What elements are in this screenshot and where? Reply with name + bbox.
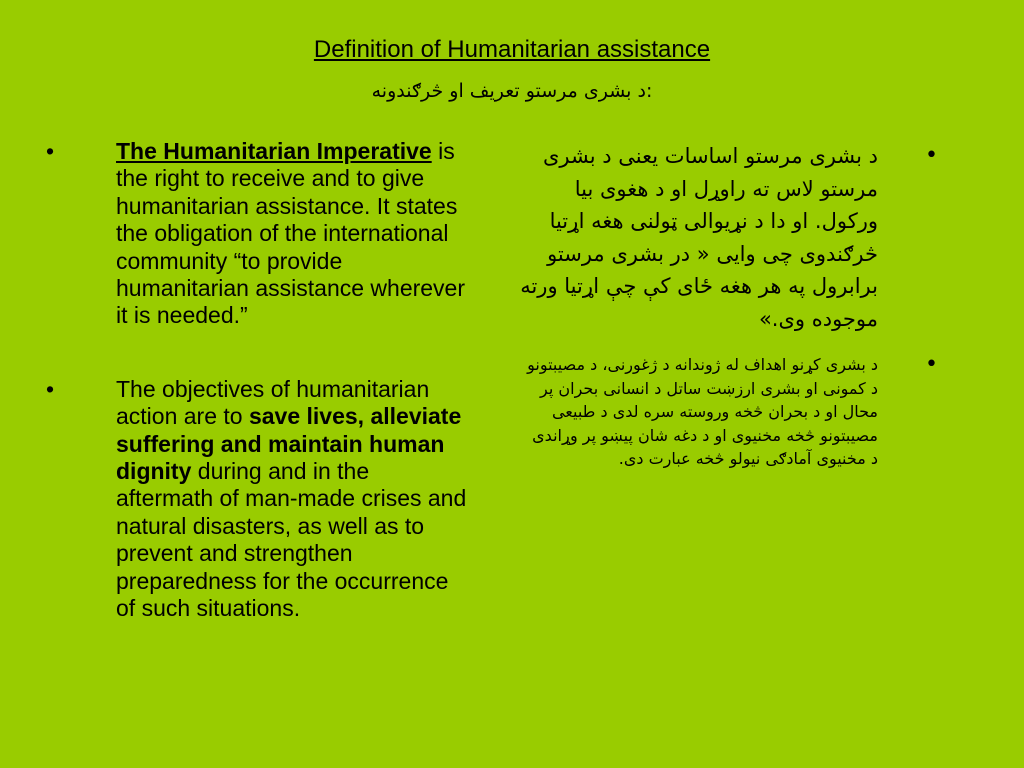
bullet-icon: • — [46, 138, 55, 164]
english-column — [40, 138, 470, 669]
bullet-icon: • — [925, 352, 938, 377]
imperative-text: is the right to receive and to give humanitarian assistance. It states the obligation of the international community “to provide humanitarian assistance wherever it is needed.” — [116, 138, 466, 329]
pashto-bullet-objectives — [520, 353, 960, 471]
objectives-text-start: The objectives of humanitarian action are to — [116, 375, 430, 430]
english-bullet-imperative — [40, 138, 470, 330]
objectives-bold-text: save lives, alleviate suffering and maintain human dignity — [116, 403, 462, 485]
english-bullet-objectives — [40, 376, 470, 623]
pashto-objectives-text: د بشری کړنو اهداف له ژوندانه د ژغورنی، د مصیبتونو د کمونی او بشری ارزښت ساتل د انسانی بحران پر محال او د بحران څخه وروسته سره لدی د طبیعی مصیبتونو څخه مخنیوی او د دغه شان پیښو پر وړاندی د مخنیوی آمادګی نیولو څخه عبارت دی. — [527, 355, 878, 468]
slide-title: Definition of Humanitarian assistance — [313, 36, 711, 63]
pashto-column — [520, 140, 960, 471]
imperative-heading: The Humanitarian Imperative — [116, 138, 432, 164]
bullet-icon: • — [46, 375, 55, 402]
objectives-text-end: during and in the aftermath of man-made crises and natural disasters, as well as to prevent and strengthen preparedness for the occurrence of such situations. — [116, 458, 467, 622]
pashto-bullet-principles — [520, 140, 960, 335]
slide-subtitle: د بشری مرستو تعریف او څرګندونه: — [371, 80, 653, 102]
bullet-icon: • — [925, 143, 938, 168]
pashto-principles-text: د بشری مرستو اساسات یعنی د بشری مرستو لاس ته راوړل او د هغوی بیا ورکول. او دا د نړیوالی ټولنی هغه اړتیا څرګندوی چی وایی « در بشری مرستو برابرول په هر هغه ځای کې چې اړتیا ورته موجوده وی.» — [520, 144, 878, 331]
